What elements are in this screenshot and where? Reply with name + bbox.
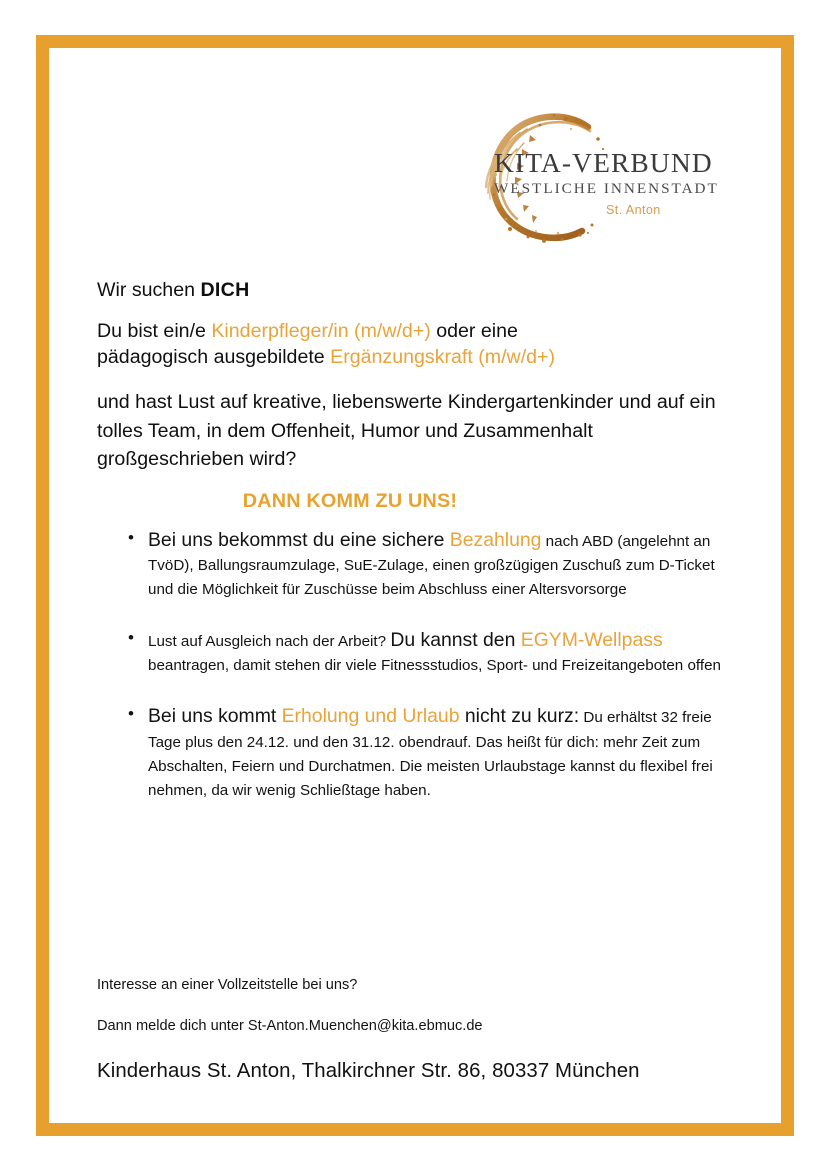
bullet3-highlight-erholung-urlaub: Erholung und Urlaub [281, 705, 460, 728]
bullet2-big-a: Du kannst den [390, 629, 521, 652]
list-item [97, 527, 737, 603]
contact-prefix: Dann melde dich unter [97, 1018, 248, 1035]
body-content [97, 278, 737, 828]
bullet3-small-rest: Du erhältst 32 freie Tage plus den 24.12. und den 31.12. obendrauf. Das heißt für dich: mehr Zeit zum Abschalten, Feiern und Durchatmen. Die meisten Urlaubstage kannst du flexibel frei nehmen, da wir wenig Schließtage haben. [148, 709, 713, 799]
role-text-b: oder eine [430, 320, 518, 343]
logo-text [494, 149, 744, 217]
role-highlight-ergaenzungskraft: Ergänzungskraft (m/w/d+) [330, 345, 556, 368]
organization-logo [470, 105, 740, 250]
logo-location: St. Anton [606, 202, 661, 217]
role-text-a: Du bist ein/e [97, 320, 212, 343]
bullet3-big-b: nicht zu kurz: [459, 705, 580, 728]
role-highlight-kinderpfleger: Kinderpfleger/in (m/w/d+) [211, 320, 431, 343]
footer-contact [97, 975, 737, 1084]
bullet3-big-a: Bei uns kommt [148, 705, 282, 728]
headline-prefix: Wir suchen [97, 279, 201, 301]
role-statement [97, 319, 737, 370]
headline-dich: DICH [200, 279, 250, 301]
contact-line [97, 1016, 737, 1036]
bullet1-highlight-bezahlung: Bezahlung [449, 528, 542, 551]
bullet1-big-a: Bei uns bekommst du eine sichere [148, 528, 450, 551]
bullet2-small-rest: beantragen, damit stehen dir viele Fitnessstudios, Sport- und Freizeitangeboten offen [148, 657, 721, 675]
bullet1-small-rest: nach ABD (angelehnt an TvöD), Ballungsraumzulage, SuE-Zulage, einen großzügigen Zuschuß zum D-Ticket und die Möglichkeit für Zuschüsse beim Abschluss einer Altersvorsorge [148, 532, 715, 598]
intro-paragraph: und hast Lust auf kreative, liebenswerte Kindergartenkinder und auf ein tolles Team, in dem Offenheit, Humor und Zusammenhalt großgeschrieben wird? [97, 391, 716, 471]
interest-question: Interesse an einer Vollzeitstelle bei uns? [97, 977, 358, 993]
headline-wir-suchen [97, 278, 737, 303]
bullet2-small-lead: Lust auf Ausgleich nach der Arbeit? [148, 633, 391, 651]
list-item [97, 627, 737, 678]
contact-email[interactable]: St-Anton.Muenchen@kita.ebmuc.de [247, 1018, 483, 1035]
list-item [97, 703, 737, 803]
role-text-c: pädagogisch ausgebildete [97, 345, 331, 368]
benefits-list [97, 527, 737, 804]
bullet2-highlight-egym-wellpass: EGYM-Wellpass [520, 629, 663, 652]
logo-subtitle: WESTLICHE INNENSTADT [494, 179, 719, 197]
organization-address: Kinderhaus St. Anton, Thalkirchner Str. 86, 80337 München [97, 1059, 640, 1082]
call-to-action-heading: DANN KOMM ZU UNS! [242, 489, 458, 512]
logo-main-title: KITA-VERBUND [494, 147, 713, 178]
